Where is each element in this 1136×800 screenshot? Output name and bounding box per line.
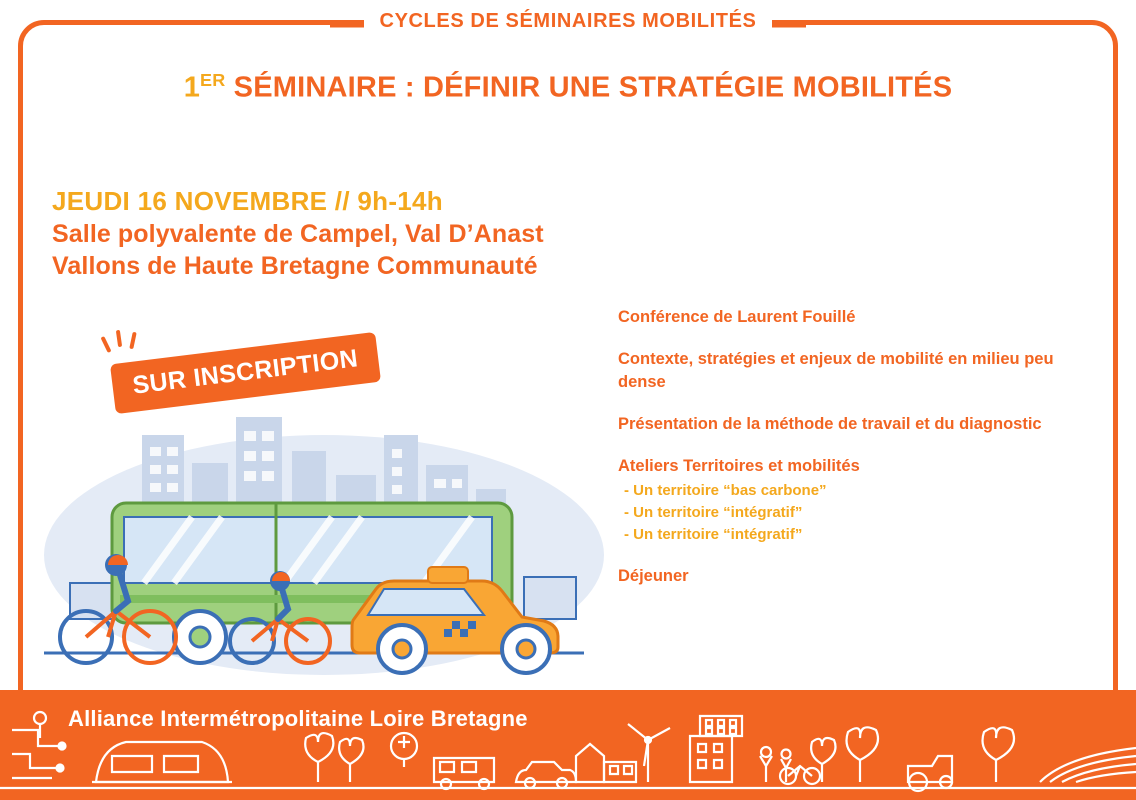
footer-title: Alliance Intermétropolitaine Loire Bretagne bbox=[68, 706, 528, 731]
event-details bbox=[52, 185, 544, 282]
program-item-label: Déjeuner bbox=[618, 566, 689, 585]
mobility-illustration bbox=[24, 405, 604, 685]
program-item-label: Conférence de Laurent Fouillé bbox=[618, 308, 856, 326]
program-item bbox=[618, 348, 1068, 394]
headline-number: 1 bbox=[183, 71, 201, 104]
program-list bbox=[618, 306, 1068, 607]
program-item bbox=[618, 565, 1068, 588]
registration-badge-label: SUR INSCRIPTION bbox=[110, 332, 381, 414]
headline-number-suffix: ER bbox=[200, 70, 226, 90]
top-banner-label: CYCLES DE SÉMINAIRES MOBILITÉS bbox=[364, 10, 773, 33]
program-item bbox=[618, 306, 1068, 329]
mobility-illustration-svg bbox=[24, 405, 604, 685]
program-sublist bbox=[618, 480, 1068, 545]
program-subitem: - Un territoire “intégratif” bbox=[624, 525, 803, 543]
program-item-label: Présentation de la méthode de travail et du diagnostic bbox=[618, 415, 1042, 434]
program-item bbox=[618, 413, 1068, 436]
footer-band bbox=[0, 690, 1136, 800]
program-subitem: - Un territoire “intégratif” bbox=[624, 504, 803, 522]
sparkle-icon bbox=[116, 330, 122, 347]
headline-rest: SÉMINAIRE : DÉFINIR UNE STRATÉGIE MOBILITÉS bbox=[225, 71, 953, 104]
event-organisation: Vallons de Haute Bretagne Communauté bbox=[52, 252, 538, 281]
event-venue: Salle polyvalente de Campel, Val D’Anast bbox=[52, 220, 544, 249]
registration-badge bbox=[104, 330, 404, 410]
program-subitem: - Un territoire “bas carbone” bbox=[624, 482, 827, 500]
event-date: JEUDI 16 NOVEMBRE // 9h-14h bbox=[52, 186, 443, 216]
page-title bbox=[0, 70, 1136, 105]
sparkle-icon bbox=[129, 332, 136, 349]
program-item-label: Contexte, stratégies et enjeux de mobilité en milieu peu dense bbox=[618, 350, 1054, 392]
program-item-label: Ateliers Territoires et mobilités bbox=[618, 457, 860, 476]
program-item bbox=[618, 455, 1068, 545]
